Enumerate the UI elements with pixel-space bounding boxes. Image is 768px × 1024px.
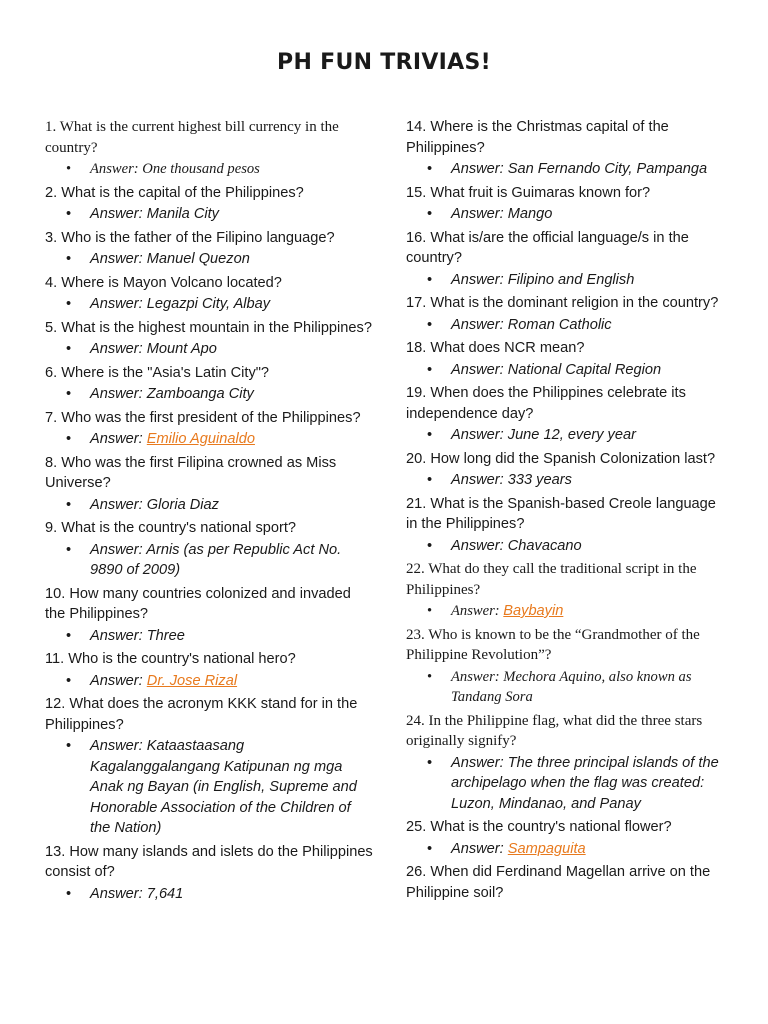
answer-prefix: Answer: [90,431,147,447]
trivia-item-26 [406,862,731,903]
trivia-item-13 [45,842,375,905]
question-text: 17. What is the dominant religion in the country? [406,295,719,311]
trivia-item-6 [45,363,375,405]
trivia-item-2 [45,183,375,225]
answer-text [45,671,375,692]
trivia-item-5 [45,318,375,360]
answer-link[interactable]: Emilio Aguinaldo [146,431,255,447]
right-column [406,117,731,903]
answer-text [45,429,375,450]
question-text: 26. When did Ferdinand Magellan arrive on the Philippine soil? [406,864,711,901]
question-text: 21. What is the Spanish-based Creole language in the Philippines? [406,495,716,532]
answer-prefix: Answer: [451,840,508,857]
answer-text: • Answer: 7,641 [45,884,375,905]
trivia-item-1 [45,117,375,180]
question-text: 20. How long did the Spanish Colonization last? [406,450,716,467]
question-text: 10. How many countries colonized and invaded the Philippines? [45,585,351,622]
trivia-item-23 [406,625,731,708]
answer-text: • Answer: Chavacano [406,536,731,557]
trivia-item-17 [406,293,731,335]
answer-text: • Answer: 333 years [406,470,731,491]
answer-text [406,601,731,622]
answer-text: • Answer: National Capital Region [406,360,731,381]
answer-text: • Answer: Mango [406,204,731,225]
trivia-item-18 [406,338,731,380]
answer-text: • Answer: One thousand pesos [45,159,375,180]
trivia-item-16 [406,228,731,291]
trivia-item-12 [45,694,375,839]
trivia-item-22 [406,559,731,622]
answer-text: • Answer: Three [45,626,375,647]
page-title: PH FUN TRIVIAS! [277,50,491,75]
question-text: 19. When does the Philippines celebrate its independence day? [406,385,686,422]
question-text: 18. What does NCR mean? [406,340,585,356]
question-text: 9. What is the country's national sport? [45,520,297,536]
answer-link[interactable]: Dr. Jose Rizal [146,672,238,689]
question-text: 5. What is the highest mountain in the Philippines? [45,319,372,336]
question-text: 2. What is the capital of the Philippines? [45,184,304,201]
left-column [45,117,375,907]
trivia-item-20 [406,449,731,491]
answer-text: • Answer: Manuel Quezon [45,249,375,270]
answer-text: • Answer: Mount Apo [45,339,375,360]
question-text: 16. What is/are the official language/s in the country? [406,229,689,266]
question-text: 22. What do they call the traditional script in the Philippines? [406,561,697,598]
answer-text: • Answer: Manila City [45,204,375,225]
answer-prefix: Answer: [451,603,504,619]
question-text: 23. Who is known to be the “Grandmother of the Philippine Revolution”? [406,626,700,663]
question-text: 14. Where is the Christmas capital of the Philippines? [406,119,669,156]
answer-text: • Answer: Roman Catholic [406,315,731,336]
answer-link[interactable]: Baybayin [503,603,564,619]
answer-text [406,839,731,860]
question-text: 12. What does the acronym KKK stand for in the Philippines? [45,696,358,733]
trivia-item-25 [406,817,731,859]
question-text: 3. Who is the father of the Filipino language? [45,229,335,246]
trivia-item-15 [406,183,731,225]
answer-prefix: Answer: [90,672,147,689]
answer-text: • Answer: Gloria Diaz [45,495,375,516]
question-text: 25. What is the country's national flower? [406,819,672,835]
trivia-item-21 [406,494,731,557]
answer-text: • Answer: Zamboanga City [45,384,375,405]
question-text: 11. Who is the country's national hero? [45,651,296,667]
trivia-item-8 [45,453,375,516]
question-text: 6. Where is the "Asia's Latin City"? [45,364,270,381]
question-text: 4. Where is Mayon Volcano located? [45,274,282,291]
question-text: 1. What is the current highest bill currency in the country? [45,119,339,156]
question-text: 8. Who was the first Filipina crowned as Miss Universe? [45,454,337,491]
trivia-item-3 [45,228,375,270]
answer-text: • Answer: June 12, every year [406,425,731,446]
answer-text: • Answer: The three principal islands of the archipelago when the flag was created: Luzon, Mindanao, and Panay [406,753,731,815]
answer-link[interactable]: Sampaguita [507,840,586,857]
trivia-item-19 [406,383,731,446]
question-text: 15. What fruit is Guimaras known for? [406,184,651,201]
answer-text: • Answer: Kataastaasang Kagalanggalangang Katipunan ng mga Anak ng Bayan (in English, Supreme and Honorable Association of the Children of the Nation) [45,736,375,839]
trivia-item-7 [45,408,375,450]
trivia-item-4 [45,273,375,315]
answer-text: • Answer: San Fernando City, Pampanga [406,159,731,180]
trivia-item-14 [406,117,731,180]
trivia-item-24 [406,711,731,815]
answer-text: • Answer: Mechora Aquino, also known as Tandang Sora [406,667,731,708]
trivia-item-9 [45,518,375,581]
question-text: 24. In the Philippine flag, what did the three stars originally signify? [406,712,703,749]
question-text: 13. How many islands and islets do the Philippines consist of? [45,843,373,880]
answer-text: • Answer: Filipino and English [406,270,731,291]
answer-text: • Answer: Arnis (as per Republic Act No. 9890 of 2009) [45,540,375,581]
question-text: 7. Who was the first president of the Philippines? [45,409,361,426]
trivia-item-11 [45,649,375,691]
trivia-item-10 [45,584,375,647]
answer-text: • Answer: Legazpi City, Albay [45,294,375,315]
